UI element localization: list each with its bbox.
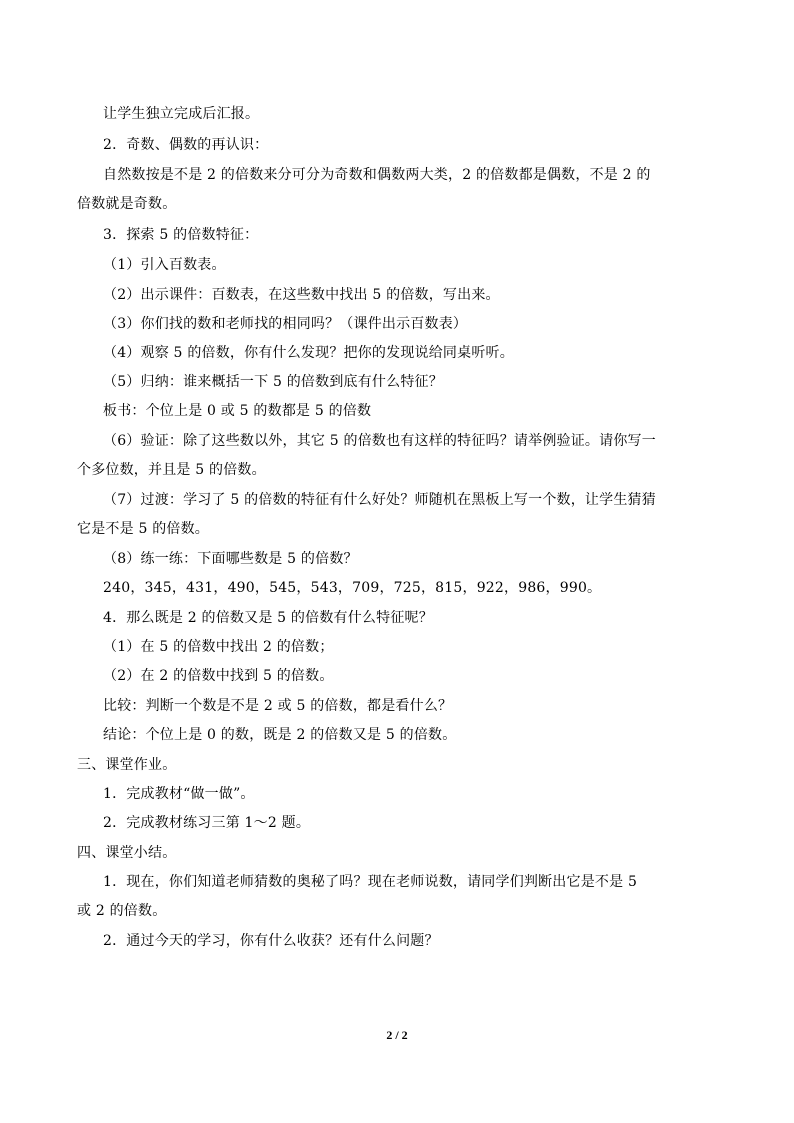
text-line-26: 四、课堂小结。 [77, 845, 177, 861]
text-line-12: （6）验证：除了这些数以外，其它 5 的倍数也有这样的特征吗？请举例验证。请你写一 [103, 433, 656, 449]
text-line-14: （7）过渡：学习了 5 的倍数的特征有什么好处？师随机在黑板上写一个数，让学生猜猜 [103, 492, 656, 508]
page-number: 2 / 2 [386, 1028, 408, 1042]
text-line-22: 结论：个位上是 0 的数，既是 2 的倍数又是 5 的倍数。 [103, 727, 457, 743]
text-line-9: （4）观察 5 的倍数，你有什么发现？把你的发现说给同桌听听。 [103, 345, 514, 361]
text-line-17: 240，345，431，490，545，543，709，725，815，922，986，990。 [103, 580, 602, 596]
text-line-25: 2．完成教材练习三第 1～2 题。 [103, 815, 311, 831]
text-line-7: （2）出示课件：百数表，在这些数中找出 5 的倍数，写出来。 [103, 287, 500, 303]
text-line-20: （2）在 2 的倍数中找到 5 的倍数。 [103, 668, 334, 684]
text-line-24: 1．完成教材“做一做”。 [103, 786, 255, 802]
text-line-15: 它是不是 5 的倍数。 [77, 521, 210, 537]
text-line-10: （5）归纳：谁来概括一下 5 的倍数到底有什么特征？ [103, 374, 443, 390]
text-line-29: 2．通过今天的学习，你有什么收获？还有什么问题？ [103, 933, 439, 949]
text-line-18: 4．那么既是 2 的倍数又是 5 的倍数有什么特征呢？ [103, 610, 433, 626]
text-line-3: 自然数按是不是 2 的倍数来分可分为奇数和偶数两大类，2 的倍数都是偶数，不是 2 的 [103, 167, 651, 183]
text-line-19: （1）在 5 的倍数中找出 2 的倍数； [103, 639, 334, 655]
text-line-11: 板书：个位上是 0 或 5 的数都是 5 的倍数 [103, 403, 372, 419]
text-line-27: 1．现在，你们知道老师猜数的奥秘了吗？现在老师说数，请同学们判断出它是不是 5 [103, 874, 638, 890]
text-line-21: 比较：判断一个数是不是 2 或 5 的倍数，都是看什么？ [103, 698, 453, 714]
text-line-8: （3）你们找的数和老师找的相同吗？（课件出示百数表） [103, 316, 468, 332]
text-line-28: 或 2 的倍数。 [77, 903, 167, 919]
text-line-4: 倍数就是奇数。 [77, 196, 177, 212]
text-line-5: 3．探索 5 的倍数特征： [103, 227, 259, 243]
text-line-1: 让学生独立完成后汇报。 [103, 106, 260, 122]
text-line-16: （8）练一练：下面哪些数是 5 的倍数？ [103, 551, 358, 567]
text-line-13: 个多位数，并且是 5 的倍数。 [77, 462, 266, 478]
text-line-2: 2．奇数、偶数的再认识： [103, 137, 269, 153]
text-line-23: 三、课堂作业。 [77, 757, 177, 773]
text-line-6: （1）引入百数表。 [103, 257, 226, 273]
